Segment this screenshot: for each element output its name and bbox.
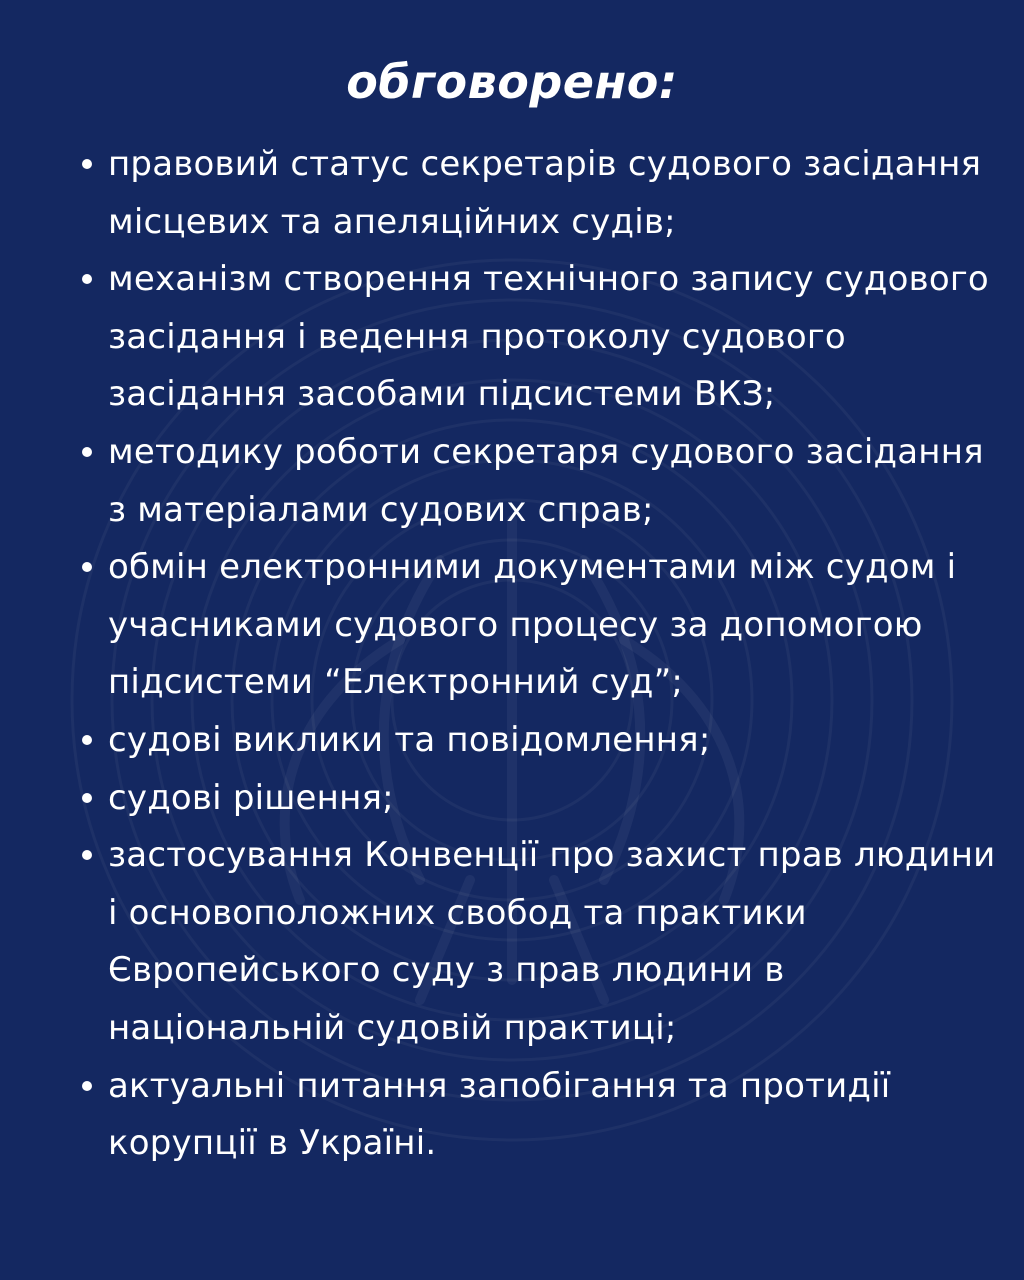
list-item-text: судові рішення; bbox=[108, 777, 394, 818]
bullet-icon bbox=[82, 793, 92, 803]
list-item-text: застосування Конвенції про захист прав людини і основоположних свобод та практики Європейського суду з прав людини в національній судовій практиці; bbox=[108, 835, 996, 1048]
list-item bbox=[76, 539, 1006, 712]
list-item bbox=[76, 712, 1006, 770]
list-item-text: обмін електронними документами між судом і учасниками судового процесу за допомогою підсистеми “Електронний суд”; bbox=[108, 547, 957, 703]
list-item bbox=[76, 770, 1006, 828]
list-item bbox=[76, 424, 1006, 539]
list-item bbox=[76, 827, 1006, 1057]
list-item bbox=[76, 136, 1006, 251]
topics-list bbox=[76, 136, 1006, 1173]
bullet-icon bbox=[82, 850, 92, 860]
bullet-icon bbox=[82, 274, 92, 284]
bullet-icon bbox=[82, 159, 92, 169]
list-item-text: актуальні питання запобігання та протидії корупції в Україні. bbox=[108, 1065, 891, 1164]
list-item bbox=[76, 1058, 1006, 1173]
list-item-text: правовий статус секретарів судового засідання місцевих та апеляційних судів; bbox=[108, 144, 982, 242]
list-item-text: методику роботи секретаря судового засідання з матеріалами судових справ; bbox=[108, 431, 984, 530]
page-title: обговорено: bbox=[346, 55, 678, 109]
list-item-text: судові виклики та повідомлення; bbox=[108, 719, 711, 760]
bullet-icon bbox=[82, 562, 92, 572]
list-item bbox=[76, 251, 1006, 424]
bullet-icon bbox=[82, 735, 92, 745]
bullet-icon bbox=[82, 447, 92, 457]
list-item-text: механізм створення технічного запису судового засідання і ведення протоколу судового засідання засобами підсистеми ВКЗ; bbox=[108, 259, 989, 415]
bullet-icon bbox=[82, 1081, 92, 1091]
